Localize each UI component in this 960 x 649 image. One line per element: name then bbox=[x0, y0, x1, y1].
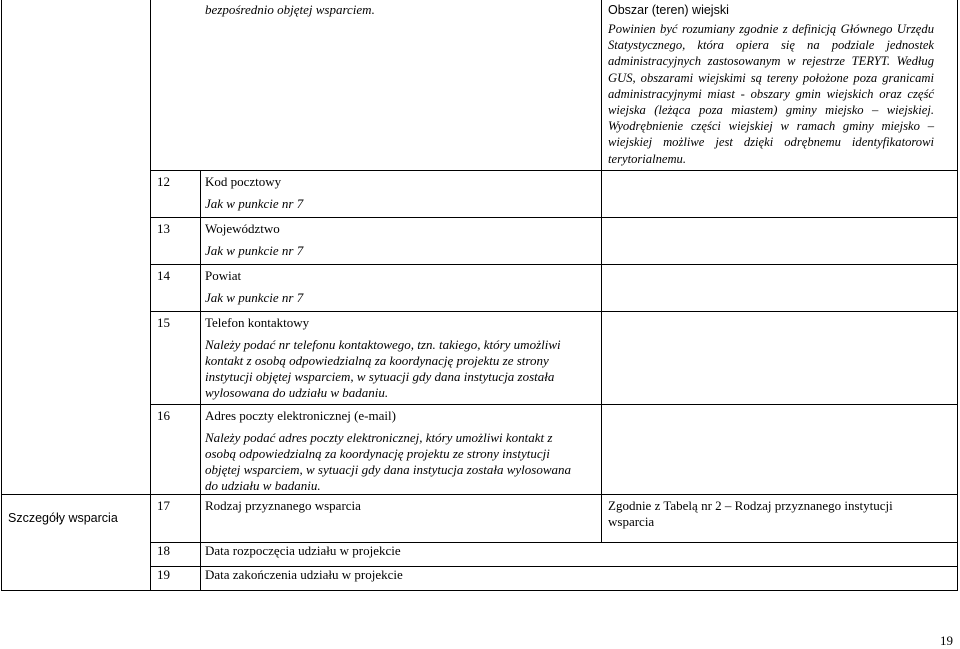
field-label-start-date: Data rozpoczęcia udziału w projekcie bbox=[205, 543, 401, 558]
field-label-end-date: Data zakończenia udziału w projekcie bbox=[205, 567, 403, 582]
field-label-postal-code: Kod pocztowy bbox=[205, 174, 282, 189]
field-note: Jak w punkcie nr 7 bbox=[205, 290, 304, 305]
row-number: 14 bbox=[157, 268, 170, 283]
row-number: 12 bbox=[157, 174, 170, 189]
page-number: 19 bbox=[940, 633, 953, 648]
left-note: bezpośrednio objętej wsparciem. bbox=[205, 2, 375, 17]
field-note: Jak w punkcie nr 7 bbox=[205, 196, 304, 211]
area-description: Powinien być rozumiany zgodnie z definicją Głównego Urzędu Statystycznego, która opiera się na podziale jednostek administracyjnych zastosowanym w rejestrze TERYT. Według GUS, obszarami wiejskimi są tereny położone poza granicami administracyjnymi miast - obszary gmin wiejskich oraz część wiejska (leżąca poza miastem) gminy miejsko – wiejskiej. Wyodrębnienie części wiejskiej w ramach gminy miejsko – wiejskiej możliwe jest dzięki odrębnemu identyfikatorowi terytorialnemu. bbox=[608, 22, 934, 166]
field-note: Zgodnie z Tabelą nr 2 – Rodzaj przyznanego instytucji wsparcia bbox=[608, 498, 893, 529]
field-label-phone: Telefon kontaktowy bbox=[205, 315, 310, 330]
row-number: 17 bbox=[157, 498, 170, 513]
field-label-email: Adres poczty elektronicznej (e-mail) bbox=[205, 408, 396, 423]
row-number: 18 bbox=[157, 543, 170, 558]
row-number: 19 bbox=[157, 567, 170, 582]
row-number: 13 bbox=[157, 221, 170, 236]
field-note: Należy podać adres poczty elektronicznej, który umożliwi kontakt z osobą odpowiedzialną za koordynację projektu ze strony instytucji objętej wsparciem, w sytuacji gdy dana instytucja została wylosowana do udziału w badaniu. bbox=[205, 430, 572, 493]
field-label-voivodeship: Województwo bbox=[205, 221, 280, 236]
field-note: Jak w punkcie nr 7 bbox=[205, 243, 304, 258]
row-number: 16 bbox=[157, 408, 170, 423]
field-label-support-type: Rodzaj przyznanego wsparcia bbox=[205, 498, 361, 513]
section-label: Szczegóły wsparcia bbox=[8, 511, 118, 525]
area-title: Obszar (teren) wiejski bbox=[608, 3, 729, 17]
row-number: 15 bbox=[157, 315, 170, 330]
field-label-county: Powiat bbox=[205, 268, 242, 283]
field-note: Należy podać nr telefonu kontaktowego, tzn. takiego, który umożliwi kontakt z osobą odpowiedzialną za koordynację projektu ze strony instytucji objętej wsparciem, w sytuacji gdy dana instytucja została wylosowana do udziału w badaniu. bbox=[205, 337, 561, 400]
